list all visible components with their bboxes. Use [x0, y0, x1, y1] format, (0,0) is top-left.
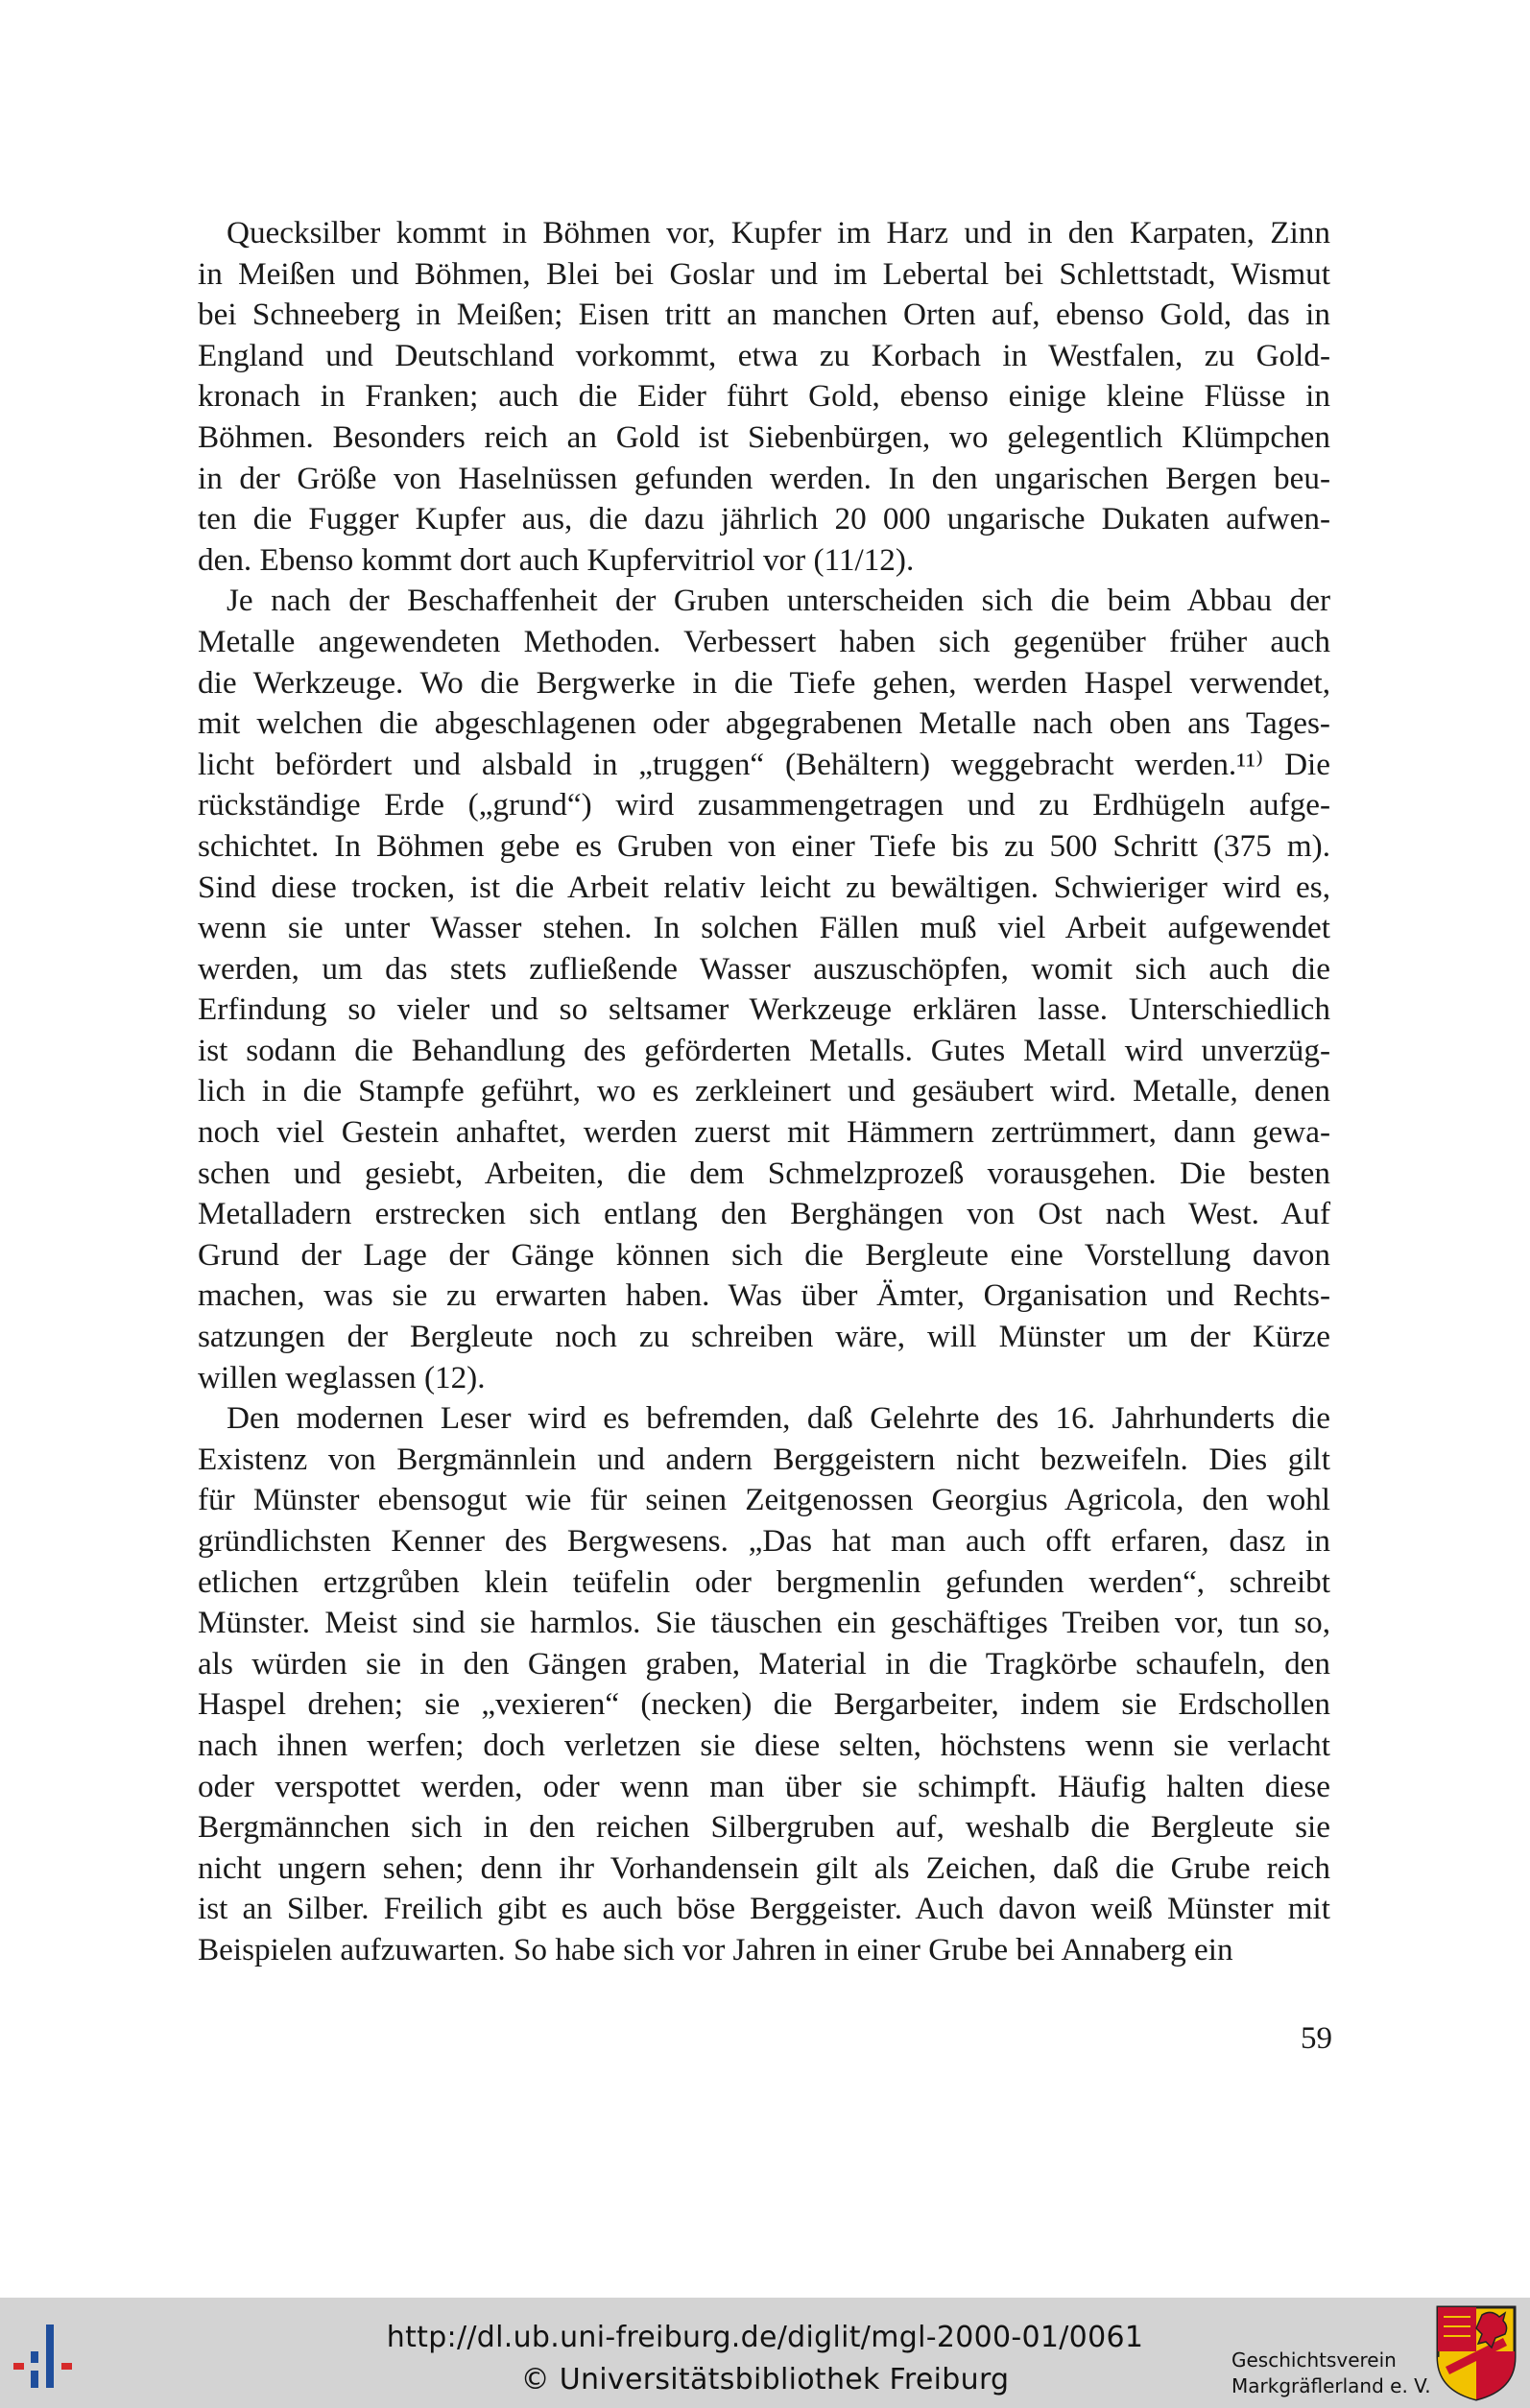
- society-crest-icon: [1434, 2303, 1518, 2401]
- copyright-text: © Universitätsbibliothek Freiburg: [520, 2363, 1010, 2396]
- text-line: Quecksilber kommt in Böhmen vor, Kupfer im Harz und in den Karpaten, Zinn: [227, 215, 1330, 250]
- source-url-link[interactable]: http://dl.ub.uni-freiburg.de/diglit/mgl-2000-01/0061: [386, 2321, 1144, 2354]
- text-line: Böhmen. Besonders reich an Gold ist Siebenbürgen, wo gelegentlich Klümpchen: [198, 418, 1330, 455]
- text-line: oder verspottet werden, oder wenn man über sie schimpft. Häufig halten diese: [198, 1768, 1330, 1804]
- text-line: Existenz von Bergmännlein und andern Berggeistern nicht bezweifeln. Dies gilt: [198, 1441, 1330, 1477]
- text-line: nicht ungern sehen; denn ihr Vorhandensein gilt als Zeichen, daß die Grube reich: [198, 1849, 1330, 1886]
- text-line: ten die Fugger Kupfer aus, die dazu jährlich 20 000 ungarische Dukaten aufwen-: [198, 501, 1330, 537]
- text-line: für Münster ebensogut wie für seinen Zeitgenossen Georgius Agricola, den wohl: [198, 1482, 1330, 1518]
- society-name-line2: Markgräflerland e. V.: [1231, 2374, 1431, 2397]
- text-line: noch viel Gestein anhaftet, werden zuerst mit Hämmern zertrümmert, dann gewa-: [198, 1114, 1330, 1151]
- text-line: Erfindung so vieler und so seltsamer Werkzeuge erklären lasse. Unterschiedlich: [198, 991, 1330, 1028]
- text-line: kronach in Franken; auch die Eider führt Gold, ebenso einige kleine Flüsse in: [198, 378, 1330, 415]
- text-line: Bergmännchen sich in den reichen Silbergruben auf, weshalb die Bergleute sie: [198, 1809, 1330, 1846]
- society-name-line1: Geschichtsverein: [1231, 2348, 1397, 2372]
- text-line: werden, um das stets zufließende Wasser auszuschöpfen, womit sich auch die: [198, 950, 1330, 987]
- text-line: Sind diese trocken, ist die Arbeit relativ leicht zu bewältigen. Schwieriger wird es,: [198, 869, 1330, 905]
- paragraph: [198, 581, 1330, 1398]
- text-line: Münster. Meist sind sie harmlos. Sie täuschen ein geschäftiges Treiben vor, tun so,: [198, 1605, 1330, 1641]
- text-line: licht befördert und alsbald in „truggen“ (Behältern) weggebracht werden.¹¹⁾ Die: [198, 746, 1330, 782]
- text-line: schichtet. In Böhmen gebe es Gruben von einer Tiefe bis zu 500 Schritt (375 m).: [198, 827, 1330, 864]
- text-line: ist an Silber. Freilich gibt es auch böse Berggeister. Auch davon weiß Münster mit: [198, 1891, 1330, 1927]
- text-line: bei Schneeberg in Meißen; Eisen tritt an manchen Orten auf, ebenso Gold, das in: [198, 297, 1330, 333]
- text-line: Metalle angewendeten Methoden. Verbessert haben sich gegenüber früher auch: [198, 623, 1330, 659]
- text-line: mit welchen die abgeschlagenen oder abgegrabenen Metalle nach oben ans Tages-: [198, 705, 1330, 742]
- text-line: Metalladern erstrecken sich entlang den Berghängen von Ost nach West. Auf: [198, 1196, 1330, 1232]
- text-line: als würden sie in den Gängen graben, Material in die Tragkörbe schaufeln, den: [198, 1645, 1330, 1681]
- text-line: Grund der Lage der Gänge können sich die Bergleute eine Vorstellung davon: [198, 1236, 1330, 1273]
- text-line: England und Deutschland vorkommt, etwa zu Korbach in Westfalen, zu Gold-: [198, 337, 1330, 373]
- page-body-text: [198, 213, 1330, 1971]
- page-number: 59: [1301, 2021, 1332, 2056]
- text-line: Den modernen Leser wird es befremden, daß Gelehrte des 16. Jahrhunderts die: [227, 1400, 1330, 1437]
- paragraph: [198, 1398, 1330, 1970]
- text-line: satzungen der Bergleute noch zu schreiben wäre, will Münster um der Kürze: [198, 1319, 1330, 1355]
- text-line: ist sodann die Behandlung des geförderten Metalls. Gutes Metall wird unverzüg-: [198, 1032, 1330, 1068]
- footer-bar: [0, 2298, 1530, 2408]
- text-line: rückständige Erde („grund“) wird zusammengetragen und zu Erdhügeln aufge-: [198, 787, 1330, 823]
- text-line: die Werkzeuge. Wo die Bergwerke in die Tiefe gehen, werden Haspel verwendet,: [198, 664, 1330, 701]
- text-line: willen weglassen (12).: [198, 1359, 486, 1395]
- text-line: schen und gesiebt, Arbeiten, die dem Schmelzprozeß vorausgehen. Die besten: [198, 1155, 1330, 1191]
- paragraph: [198, 213, 1330, 581]
- text-line: wenn sie unter Wasser stehen. In solchen Fällen muß viel Arbeit aufgewendet: [198, 910, 1330, 946]
- text-line: in Meißen und Böhmen, Blei bei Goslar und im Lebertal bei Schlettstadt, Wismut: [198, 255, 1330, 292]
- text-line: etlichen ertzgrůben klein teüfelin oder bergmenlin gefunden werden“, schreibt: [198, 1563, 1330, 1600]
- text-line: Je nach der Beschaffenheit der Gruben unterscheiden sich die beim Abbau der: [227, 583, 1330, 619]
- text-line: den. Ebenso kommt dort auch Kupfervitriol vor (11/12).: [198, 541, 915, 578]
- society-name: [1231, 2348, 1431, 2399]
- text-line: lich in die Stampfe geführt, wo es zerkleinert und gesäubert wird. Metalle, denen: [198, 1073, 1330, 1109]
- text-line: in der Größe von Haselnüssen gefunden werden. In den ungarischen Bergen beu-: [198, 460, 1330, 496]
- text-line: Haspel drehen; sie „vexieren“ (necken) die Bergarbeiter, indem sie Erdschollen: [198, 1686, 1330, 1723]
- text-line: nach ihnen werfen; doch verletzen sie diese selten, höchstens wenn sie verlacht: [198, 1727, 1330, 1763]
- text-line: gründlichsten Kenner des Bergwesens. „Das hat man auch offt erfaren, dasz in: [198, 1523, 1330, 1559]
- text-line: machen, was sie zu erwarten haben. Was über Ämter, Organisation und Rechts-: [198, 1277, 1330, 1314]
- text-line: Beispielen aufzuwarten. So habe sich vor Jahren in einer Grube bei Annaberg ein: [198, 1931, 1233, 1967]
